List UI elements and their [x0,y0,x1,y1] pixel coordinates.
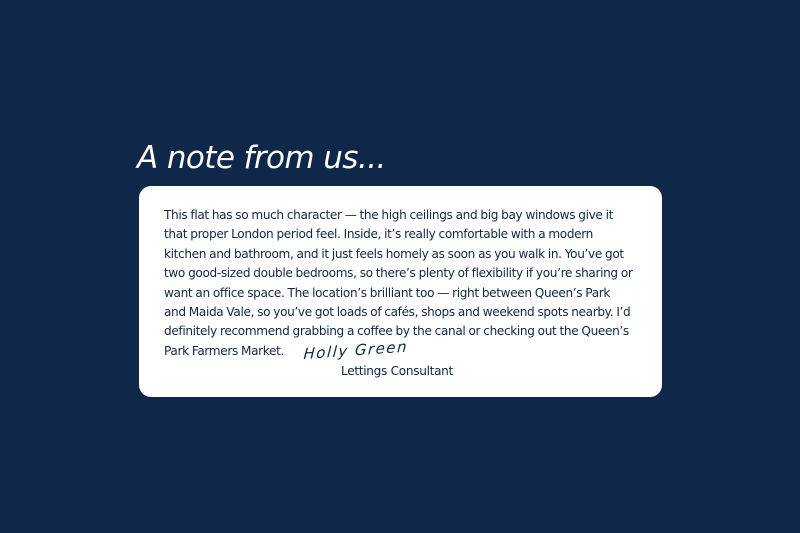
note-heading: A note from us... [137,140,386,176]
note-body: This flat has so much character — the high ceilings and big bay windows give it that proper London period feel. Inside, it’s really comfortable with a modern kitchen and bathroom, and it just feels homely as soon as you walk in. You’ve got two good-sized double bedrooms, so there’s plenty of flexibility if you’re sharing or want an office space. The location’s brilliant too — right between Queen’s Park and Maida Vale, so you’ve got loads of cafés, shops and weekend spots nearby. I’d definitely recommend grabbing a coffee by the canal or checking out the Queen’s Park Farmers Market. [164,208,633,358]
signature: Holly Green [303,337,409,363]
signatory-role: Lettings Consultant [341,364,453,378]
note-card [139,186,662,397]
